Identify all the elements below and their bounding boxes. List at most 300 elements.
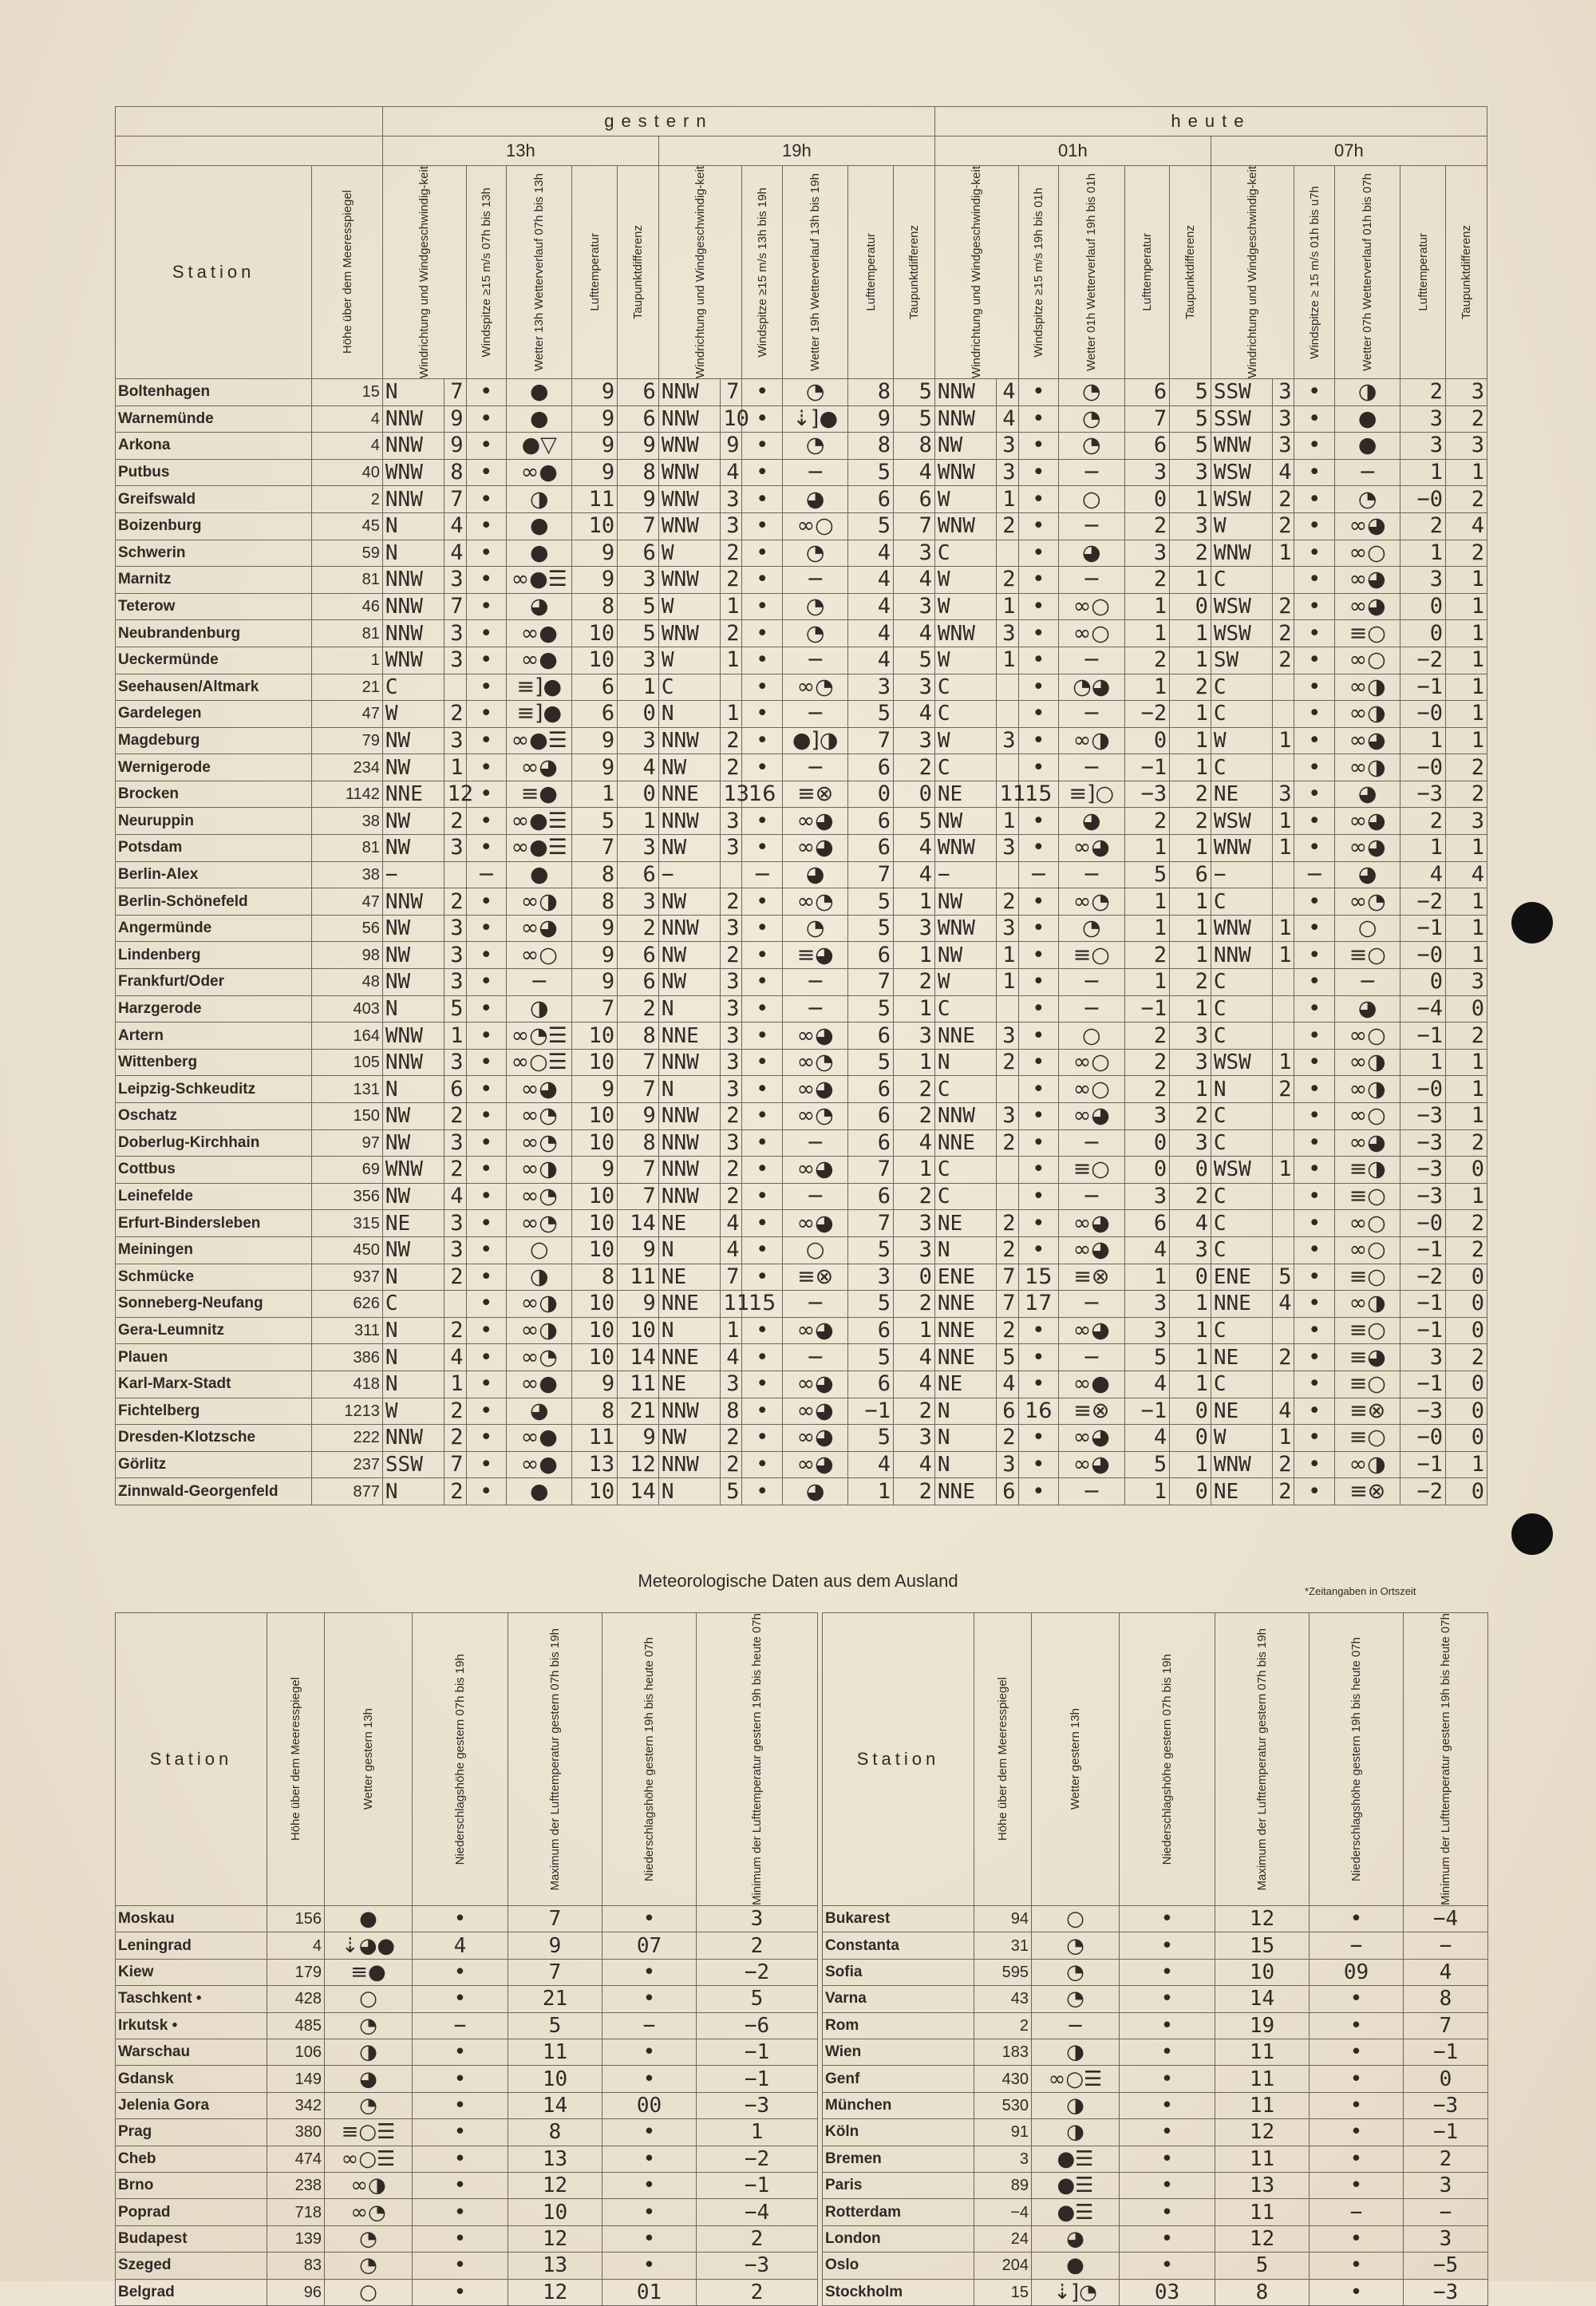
wind-dir-07h: C [1211,674,1273,701]
temp-13h: 10 [572,512,618,540]
wind-dir-19h: W [658,540,721,567]
gust-13h: • [466,1478,506,1505]
dewpoint-01h: 0 [1170,1157,1211,1184]
dewpoint-19h: 3 [894,915,935,942]
temp-max: 5 [1215,2253,1310,2279]
foreign-left-precip-day-header: Niederschlagshöhe gestern 07h bis 19h [413,1613,508,1906]
wind-dir-19h: NW [658,969,721,996]
weather-07h: ∞○ [1334,540,1400,567]
wind-dir-01h: NNE [934,1344,997,1371]
col-19h-temp: Lufttemperatur [848,166,894,379]
altitude: 530 [974,2092,1032,2118]
weather-19h: ◔ [782,593,847,620]
weather-07h: ≡○ [1334,1371,1400,1398]
wind-speed-13h: 9 [444,433,466,460]
weather-13h: ∞◕ [507,754,572,781]
temp-19h: 4 [848,620,894,647]
altitude: 40 [312,459,383,486]
wind-speed-19h: 9 [721,433,742,460]
temp-min: −1 [697,2172,818,2198]
temp-07h: 4 [1400,861,1446,888]
wind-speed-07h: 4 [1273,1398,1294,1425]
dewpoint-07h: 1 [1446,1049,1487,1076]
wind-dir-19h: NNW [658,405,721,433]
dewpoint-07h: 0 [1446,1425,1487,1452]
wind-dir-01h: NE [934,1210,997,1237]
temp-01h: 1 [1124,620,1170,647]
wind-speed-07h: 1 [1273,1425,1294,1452]
wind-speed-01h: 2 [997,1210,1018,1237]
altitude: 45 [312,512,383,540]
wind-dir-01h: NNE [934,1129,997,1157]
dewpoint-13h: 3 [618,727,659,754]
precip-night: 09 [1310,1959,1404,1985]
wind-dir-19h: NNW [658,1183,721,1210]
temp-01h: 2 [1124,1076,1170,1103]
dewpoint-01h: 1 [1170,701,1211,728]
weather-13h: ∞● [507,1451,572,1478]
wind-dir-07h: ENE [1211,1264,1273,1291]
wind-dir-19h: NNE [658,781,721,808]
temp-min: − [1404,2199,1488,2225]
table-row [116,915,1487,942]
gust-13h: • [466,1049,506,1076]
foreign-left-min-header: Minimum der Lufttemperatur gestern 19h bis heute 07h [697,1613,818,1906]
precip-night: 00 [602,2092,697,2118]
station-name: Schwerin [116,540,312,567]
weather-07h: − [1334,969,1400,996]
dewpoint-07h: 1 [1446,674,1487,701]
weather-07h: ∞◕ [1334,593,1400,620]
gust-01h: • [1018,888,1058,916]
wind-dir-01h: W [934,727,997,754]
wind-speed-01h: 3 [997,727,1018,754]
weather-07h: ≡○ [1334,1425,1400,1452]
wind-speed-07h: 2 [1273,1478,1294,1505]
gust-07h: • [1294,835,1334,862]
weather-01h: − [1059,861,1124,888]
station-name: Fichtelberg [116,1398,312,1425]
weather-07h: ∞◑ [1334,1076,1400,1103]
station-name: Seehausen/Altmark [116,674,312,701]
temp-min: −3 [697,2092,818,2118]
wind-dir-07h: C [1211,1236,1273,1264]
temp-07h: 3 [1400,433,1446,460]
dewpoint-01h: 1 [1170,915,1211,942]
gust-01h: • [1018,512,1058,540]
temp-13h: 8 [572,888,618,916]
weather-13h: ● [507,540,572,567]
gust-19h: • [742,1210,782,1237]
station-name: Meiningen [116,1236,312,1264]
table-row [116,486,1487,513]
wind-speed-07h: 4 [1273,459,1294,486]
wind-speed-07h: 1 [1273,942,1294,969]
gust-07h: • [1294,405,1334,433]
temp-07h: 1 [1400,459,1446,486]
temp-13h: 10 [572,1183,618,1210]
wind-dir-01h: WNW [934,459,997,486]
dewpoint-13h: 1 [618,808,659,835]
temp-07h: 1 [1400,1049,1446,1076]
table-row [116,459,1487,486]
precip-night: • [602,2225,697,2252]
wind-dir-19h: NNW [658,915,721,942]
temp-07h: −1 [1400,1022,1446,1050]
temp-13h: 10 [572,1291,618,1318]
temp-01h: 0 [1124,1129,1170,1157]
wind-dir-01h: N [934,1049,997,1076]
altitude: 2 [312,486,383,513]
temp-19h: 5 [848,888,894,916]
weather-01h: − [1059,567,1124,594]
dewpoint-07h: 2 [1446,1210,1487,1237]
dewpoint-07h: 0 [1446,1398,1487,1425]
altitude: −4 [974,2199,1032,2225]
wind-dir-19h: NNW [658,1398,721,1425]
wind-dir-19h: NNE [658,1291,721,1318]
altitude: 342 [267,2092,325,2118]
precip-night: • [602,2172,697,2198]
station-name: Taschkent • [116,1986,267,2012]
wind-speed-07h: 1 [1273,1157,1294,1184]
wind-dir-01h: NNE [934,1478,997,1505]
gust-13h: • [466,512,506,540]
weather-07h: ≡○ [1334,1317,1400,1344]
wind-dir-19h: NE [658,1210,721,1237]
station-name: Gera-Leumnitz [116,1317,312,1344]
gust-07h: • [1294,433,1334,460]
wind-speed-01h: 3 [997,459,1018,486]
weather-07h: ∞◕ [1334,512,1400,540]
weather-13h: ∞●☰ [507,808,572,835]
temp-min: 3 [1404,2172,1488,2198]
gust-07h: • [1294,486,1334,513]
precip-day: • [1120,2012,1215,2039]
wind-speed-01h [997,701,1018,728]
temp-13h: 9 [572,754,618,781]
temp-13h: 9 [572,727,618,754]
temp-max: 11 [1215,2092,1310,2118]
precip-night: 07 [602,1932,697,1959]
temp-13h: 10 [572,1129,618,1157]
gust-01h: • [1018,1478,1058,1505]
gust-13h: • [466,1425,506,1452]
wind-speed-01h: 3 [997,835,1018,862]
altitude: 450 [312,1236,383,1264]
gust-01h: • [1018,969,1058,996]
dewpoint-19h: 4 [894,567,935,594]
weather-07h: ● [1334,405,1400,433]
gust-07h: • [1294,781,1334,808]
dewpoint-13h: 14 [618,1478,659,1505]
dewpoint-13h: 9 [618,486,659,513]
wind-dir-19h: WNW [658,486,721,513]
weather-13h: ◕ [1032,2225,1120,2252]
gust-07h: • [1294,620,1334,647]
table-row [116,1425,1487,1452]
dewpoint-01h: 2 [1170,1183,1211,1210]
dewpoint-07h: 0 [1446,1157,1487,1184]
table-row [823,2066,1488,2092]
temp-max: 19 [1215,2012,1310,2039]
station-name: Stockholm [823,2279,974,2305]
gust-07h: • [1294,1157,1334,1184]
dewpoint-07h: 2 [1446,1022,1487,1050]
gust-13h: • [466,1129,506,1157]
station-name: Boltenhagen [116,378,312,405]
weather-13h: ◑ [507,486,572,513]
wind-speed-07h [1273,1129,1294,1157]
wind-dir-13h: NE [382,1210,444,1237]
weather-13h: ⇣◕● [325,1932,413,1959]
wind-dir-19h: N [658,1076,721,1103]
temp-07h: −3 [1400,1129,1446,1157]
altitude: 98 [312,942,383,969]
temp-max: 13 [508,2253,602,2279]
wind-dir-07h: NNW [1211,942,1273,969]
temp-01h: 0 [1124,727,1170,754]
temp-01h: 2 [1124,647,1170,674]
wind-dir-07h: W [1211,1425,1273,1452]
weather-01h: ◔ [1059,433,1124,460]
precip-night: • [1310,1906,1404,1932]
wind-dir-01h: W [934,593,997,620]
gust-07h: • [1294,1291,1334,1318]
table-row [116,888,1487,916]
precip-night: • [1310,2039,1404,2066]
temp-07h: −2 [1400,888,1446,916]
wind-dir-19h: NW [658,888,721,916]
wind-dir-07h: C [1211,1371,1273,1398]
weather-19h: ∞◕ [782,1210,847,1237]
table-row [116,1049,1487,1076]
wind-speed-07h [1273,1317,1294,1344]
temp-13h: 9 [572,915,618,942]
foreign-right-precip-day-header: Niederschlagshöhe gestern 07h bis 19h [1120,1613,1215,1906]
wind-dir-07h: WSW [1211,808,1273,835]
precip-night: • [1310,2253,1404,2279]
wind-speed-01h: 4 [997,1371,1018,1398]
wind-dir-13h: WNW [382,459,444,486]
table-row [116,2253,818,2279]
wind-speed-19h: 1 [721,647,742,674]
table-row [116,1264,1487,1291]
weather-13h: ≡]● [507,674,572,701]
station-name: Wien [823,2039,974,2066]
station-name: Rotterdam [823,2199,974,2225]
wind-speed-07h: 4 [1273,1291,1294,1318]
temp-01h: −1 [1124,1398,1170,1425]
weather-07h: ∞◑ [1334,701,1400,728]
weather-13h: ● [507,512,572,540]
table-row [116,1932,818,1959]
gust-01h: • [1018,1103,1058,1130]
weather-01h: − [1059,754,1124,781]
wind-speed-19h: 2 [721,1103,742,1130]
gust-01h: • [1018,1451,1058,1478]
table-row [116,1103,1487,1130]
dewpoint-19h: 2 [894,1076,935,1103]
wind-dir-19h: WNW [658,459,721,486]
wind-dir-19h: NW [658,1425,721,1452]
precip-night: • [1310,2012,1404,2039]
altitude: 46 [312,593,383,620]
weather-01h: − [1059,647,1124,674]
weather-07h: ≡○ [1334,620,1400,647]
wind-dir-07h: WSW [1211,1157,1273,1184]
wind-dir-13h: NW [382,942,444,969]
wind-speed-13h: 7 [444,593,466,620]
precip-night: • [602,2253,697,2279]
weather-19h: − [782,701,847,728]
wind-speed-07h: 2 [1273,593,1294,620]
dewpoint-19h: 2 [894,1478,935,1505]
station-name: Erfurt-Bindersleben [116,1210,312,1237]
temp-07h: 1 [1400,540,1446,567]
gust-07h: • [1294,1049,1334,1076]
altitude: 79 [312,727,383,754]
dewpoint-13h: 3 [618,647,659,674]
corner-cell-2 [116,136,383,166]
temp-19h: 5 [848,701,894,728]
table-row [116,512,1487,540]
temp-07h: −0 [1400,754,1446,781]
precip-night: • [602,2119,697,2146]
wind-speed-19h: 3 [721,1129,742,1157]
wind-dir-07h: SW [1211,647,1273,674]
station-name: Görlitz [116,1451,312,1478]
temp-01h: 6 [1124,433,1170,460]
weather-19h: ∞◔ [782,1103,847,1130]
wind-dir-13h: NNW [382,405,444,433]
weather-19h: ∞◕ [782,835,847,862]
precip-day: • [1120,2119,1215,2146]
wind-speed-01h: 6 [997,1398,1018,1425]
dewpoint-01h: 2 [1170,540,1211,567]
station-name: Doberlug-Kirchhain [116,1129,312,1157]
temp-19h: 5 [848,1344,894,1371]
gust-13h: • [466,701,506,728]
weather-13h: ◔ [1032,1986,1120,2012]
wind-speed-19h: 11 [721,1291,742,1318]
temp-01h: 5 [1124,861,1170,888]
wind-speed-13h: 2 [444,808,466,835]
altitude: 81 [312,567,383,594]
precip-night: • [602,2146,697,2172]
wind-speed-19h: 8 [721,1398,742,1425]
wind-speed-19h: 1 [721,593,742,620]
table-row [116,1478,1487,1505]
temp-01h: 2 [1124,1022,1170,1050]
station-name: Wernigerode [116,754,312,781]
col-01h-dewpoint: Taupunktdifferenz [1170,166,1211,379]
temp-min: 8 [1404,1986,1488,2012]
weather-07h: ∞◕ [1334,727,1400,754]
wind-speed-01h: 3 [997,1451,1018,1478]
table-row [116,701,1487,728]
weather-19h: − [782,1129,847,1157]
dewpoint-13h: 6 [618,969,659,996]
wind-dir-13h: NW [382,835,444,862]
temp-13h: 9 [572,942,618,969]
weather-07h: ∞○ [1334,1236,1400,1264]
table-row [116,620,1487,647]
wind-speed-01h: 7 [997,1264,1018,1291]
dewpoint-01h: 3 [1170,512,1211,540]
precip-night: • [1310,2119,1404,2146]
foreign-left-max-header: Maximum der Lufttemperatur gestern 07h bis 19h [508,1613,602,1906]
wind-dir-01h: NNW [934,1103,997,1130]
wind-speed-19h: 2 [721,1183,742,1210]
dewpoint-19h: 2 [894,969,935,996]
dewpoint-13h: 7 [618,1076,659,1103]
temp-19h: 7 [848,969,894,996]
precip-night: • [602,1906,697,1932]
group-gestern: gestern [382,107,934,136]
weather-13h: ∞○☰ [507,1049,572,1076]
temp-13h: 11 [572,1425,618,1452]
wind-speed-19h: 2 [721,727,742,754]
temp-min: −6 [697,2012,818,2039]
gust-19h: • [742,1451,782,1478]
foreign-data-title: Meteorologische Daten aus dem Ausland [638,1571,958,1591]
dewpoint-01h: 1 [1170,647,1211,674]
wind-dir-01h: NW [934,808,997,835]
wind-dir-07h: W [1211,512,1273,540]
weather-13h: ∞● [507,1425,572,1452]
altitude: 97 [312,1129,383,1157]
dewpoint-07h: 2 [1446,1129,1487,1157]
table-row [116,1398,1487,1425]
wind-speed-13h: 3 [444,647,466,674]
foreign-right-max-header: Maximum der Lufttemperatur gestern 07h bis 19h [1215,1613,1310,1906]
table-row [116,2146,818,2172]
temp-min: 7 [1404,2012,1488,2039]
weather-19h: ◔ [782,378,847,405]
gust-13h: • [466,942,506,969]
gust-01h: • [1018,1049,1058,1076]
temp-01h: 1 [1124,969,1170,996]
station-name: Putbus [116,459,312,486]
station-name: Gardelegen [116,701,312,728]
temp-19h: 5 [848,1236,894,1264]
temp-01h: 2 [1124,1049,1170,1076]
dewpoint-19h: 2 [894,1291,935,1318]
weather-13h: ∞●☰ [507,727,572,754]
weather-19h: ∞◕ [782,1022,847,1050]
dewpoint-19h: 3 [894,1425,935,1452]
wind-speed-13h: 1 [444,1371,466,1398]
gust-19h: • [742,405,782,433]
weather-07h: ● [1334,433,1400,460]
dewpoint-19h: 3 [894,727,935,754]
temp-01h: 0 [1124,1157,1170,1184]
gust-13h: • [466,1103,506,1130]
gust-01h: • [1018,486,1058,513]
temp-07h: 3 [1400,1344,1446,1371]
dewpoint-13h: 6 [618,942,659,969]
temp-min: −1 [1404,2119,1488,2146]
weather-01h: − [1059,1183,1124,1210]
wind-speed-13h: 3 [444,727,466,754]
station-name: Berlin-Alex [116,861,312,888]
weather-19h: ∞◕ [782,1398,847,1425]
weather-13h: ∞●☰ [507,567,572,594]
gust-19h: • [742,727,782,754]
temp-13h: 9 [572,969,618,996]
altitude-column-header: Höhe über dem Meeresspiegel [312,166,383,379]
